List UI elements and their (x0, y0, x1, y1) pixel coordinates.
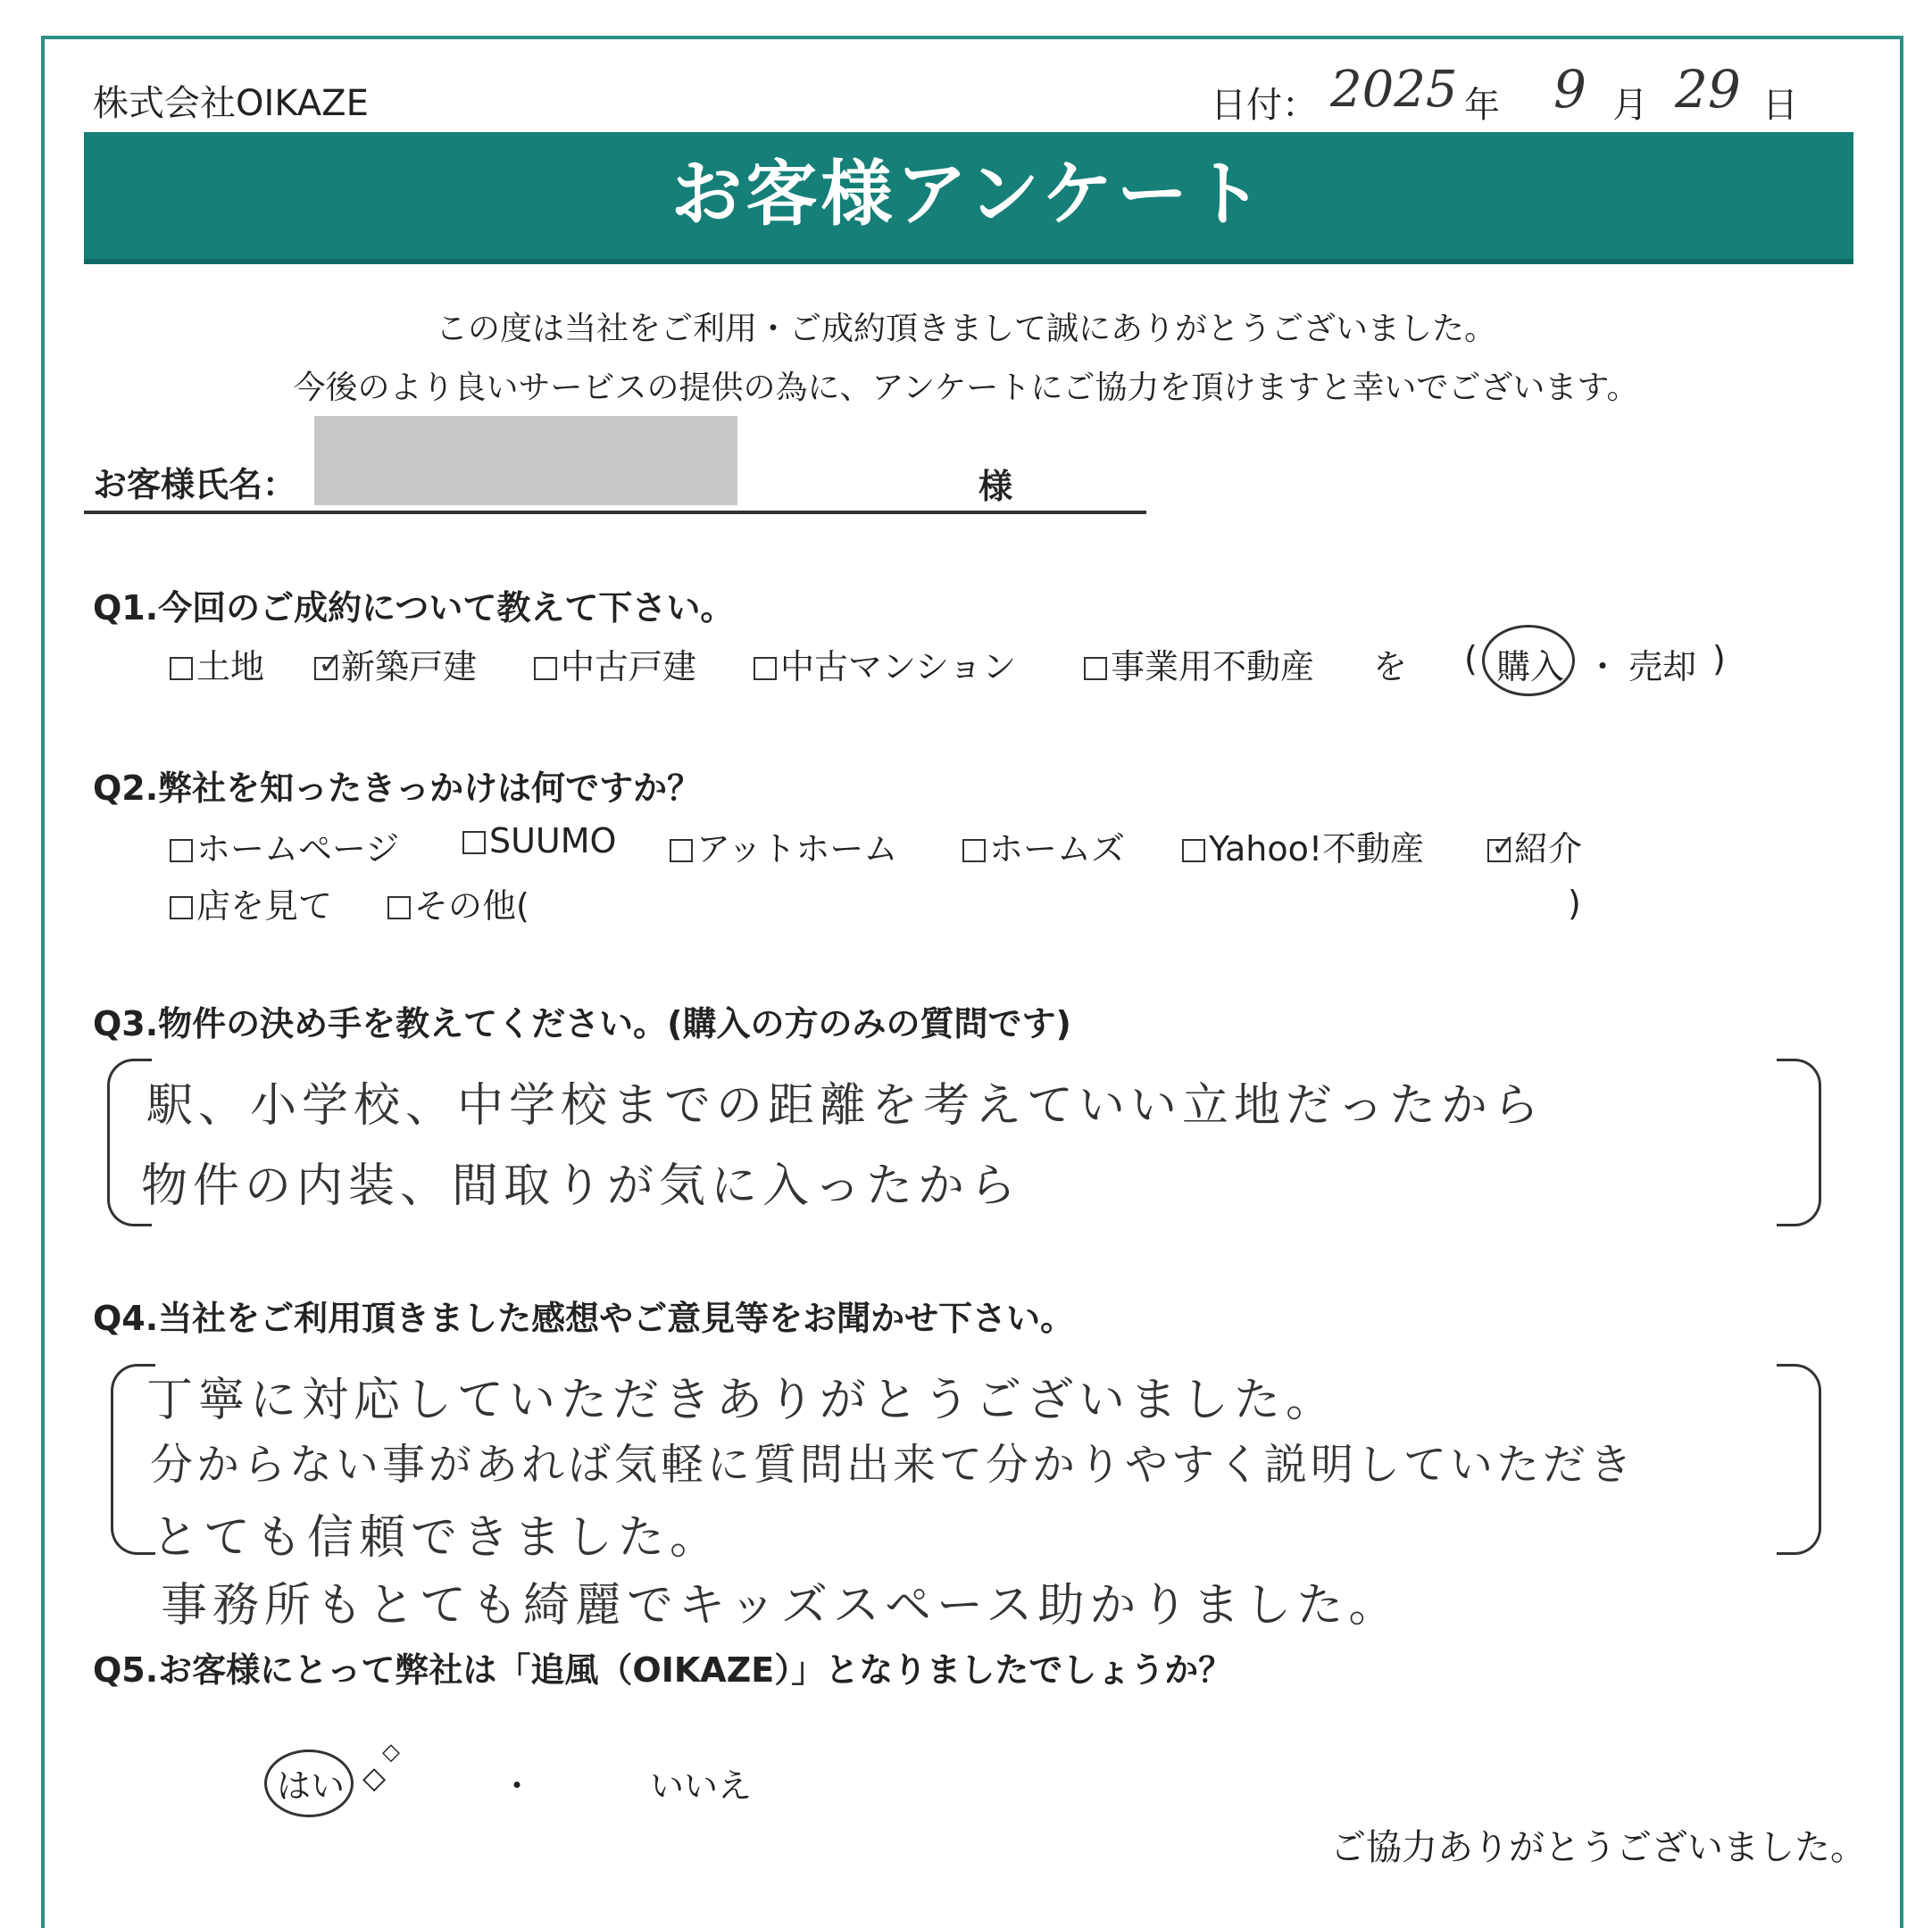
name-underline (84, 511, 1146, 514)
checkbox[interactable] (1182, 839, 1205, 862)
q2-option-referral[interactable]: ✓ 紹介 (1487, 821, 1582, 870)
customer-name-suffix: 様 (978, 467, 1013, 506)
checkbox[interactable] (754, 657, 777, 680)
q1-close-paren: ) (1712, 639, 1726, 678)
checkbox[interactable] (670, 839, 693, 862)
page-title: お客様アンケート (670, 153, 1267, 236)
checkbox[interactable] (170, 657, 193, 680)
q3-question: Q3.物件の決め手を教えてください。(購入の方のみの質問です) (93, 1004, 1071, 1043)
q1-option-used-house[interactable]: 中古戸建 (534, 639, 696, 688)
q4-question: Q4.当社をご利用頂きました感想やご意見等をお聞かせ下さい。 (93, 1299, 1075, 1338)
date-year: 2025 (1330, 61, 1458, 119)
selection-circle (264, 1749, 354, 1817)
q1-option-used-mansion[interactable]: 中古マンション (754, 639, 1016, 688)
sparkle-icon: ◇ (362, 1760, 387, 1796)
q5-yes[interactable]: はい (277, 1766, 346, 1806)
q2-question: Q2.弊社を知ったきっかけは何ですか？ (93, 769, 702, 808)
q1-question: Q1.今回のご成約について教えて下さい。 (93, 588, 735, 627)
checkbox[interactable] (387, 896, 411, 919)
bracket-right (1777, 1059, 1821, 1226)
q4-answer-line-4: 事務所もとても綺麗でキッズスペース助かりました。 (161, 1579, 1401, 1633)
date-month-unit: 月 (1612, 85, 1648, 126)
q2-option-store[interactable]: 店を見て (170, 878, 332, 927)
check-mark-icon: ✓ (1491, 828, 1517, 864)
q1-option-business[interactable]: 事業用不動産 (1084, 639, 1314, 688)
checkbox-checked[interactable] (314, 646, 344, 682)
page-title-banner (84, 132, 1853, 264)
intro-line-2: 今後のより良いサービスの提供の為に、アンケートにご協力を頂けますと幸いでございます。 (293, 370, 1639, 406)
q5-question: Q5.お客様にとって弊社は「追風（OIKAZE）」となりましたでしょうか？ (93, 1650, 1233, 1690)
company-name: 株式会社OIKAZE (93, 83, 369, 124)
redacted-name (314, 416, 737, 505)
q4-answer-line-1: 丁寧に対応していただきありがとうございました。 (146, 1374, 1338, 1427)
checkbox[interactable] (534, 657, 557, 680)
q2-option-athome[interactable]: アットホーム (670, 821, 897, 870)
checkbox-checked[interactable] (1487, 828, 1517, 864)
customer-name-label: お客様氏名： (93, 465, 297, 504)
q1-sep: ・ (1586, 647, 1620, 686)
q2-option-yahoo[interactable]: Yahoo!不動産 (1182, 821, 1424, 870)
sparkle-icon: ◇ (382, 1739, 400, 1766)
q1-option-land[interactable]: 土地 (170, 639, 264, 688)
q2-close-paren: ) (1568, 884, 1581, 923)
q3-answer-line-2: 物件の内装、間取りが気に入ったから (141, 1159, 1022, 1213)
checkbox[interactable] (462, 831, 486, 854)
checkbox[interactable] (170, 896, 193, 919)
date-day-unit: 日 (1762, 85, 1798, 126)
date-day: 29 (1675, 59, 1741, 120)
bracket-right (1777, 1364, 1821, 1555)
q1-option-new-house[interactable]: ✓ 新築戸建 (314, 639, 477, 688)
q4-answer-line-2: 分からない事があれば気軽に質問出来て分かりやすく説明していただき (150, 1440, 1636, 1490)
q5-sep: ・ (500, 1766, 535, 1806)
q1-open-paren: ( (1464, 639, 1478, 678)
q2-option-other[interactable]: その他( (387, 878, 529, 927)
date-label: 日付： (1211, 85, 1318, 126)
date-year-unit: 年 (1464, 85, 1500, 126)
selection-circle (1482, 625, 1575, 696)
intro-line-1: この度は当社をご利用・ご成約頂きまして誠にありがとうございました。 (435, 311, 1496, 347)
q1-wo: を (1373, 647, 1408, 686)
q2-option-homepage[interactable]: ホームページ (170, 821, 399, 870)
q5-no[interactable]: いいえ (650, 1766, 753, 1806)
q2-option-homes[interactable]: ホームズ (962, 821, 1125, 870)
checkbox[interactable] (170, 839, 193, 862)
checkbox[interactable] (1084, 657, 1107, 680)
date-month: 9 (1553, 59, 1586, 120)
q4-answer-line-3: とても信頼できました。 (152, 1511, 722, 1565)
q2-option-suumo[interactable]: SUUMO (462, 821, 616, 860)
footer-thanks: ご協力ありがとうございました。 (1330, 1827, 1866, 1868)
q3-answer-line-1: 駅、小学校、中学校までの距離を考えていい立地だったから (146, 1079, 1545, 1133)
q1-sell[interactable]: 売却 (1628, 647, 1697, 686)
q1-buy[interactable]: 購入 (1496, 647, 1565, 686)
check-mark-icon: ✓ (318, 646, 344, 682)
checkbox[interactable] (962, 839, 986, 862)
